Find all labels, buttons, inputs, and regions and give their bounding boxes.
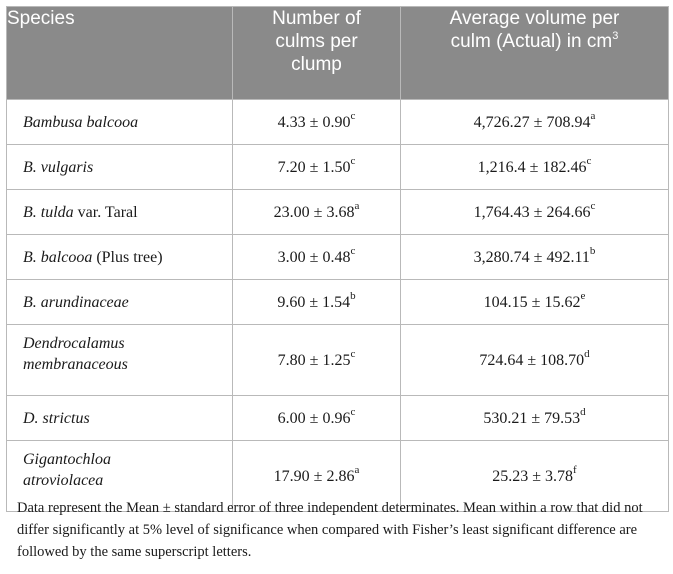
species-cell: Dendrocalamus membranaceous: [7, 325, 233, 396]
table-row: [7, 325, 669, 396]
species-cell: B. tulda var. Taral: [7, 190, 233, 235]
table-row: [7, 396, 669, 441]
volume-cell: 1,764.43 ± 264.66$^c$: [401, 190, 669, 235]
table-row: [7, 190, 669, 235]
table-row: [7, 100, 669, 145]
culms-cell: 7.20 ± 1.50$^c$: [233, 145, 401, 190]
culms-cell: 9.60 ± 1.54$^b$: [233, 280, 401, 325]
table-footnote: Data represent the Mean ± standard error of three independent determinates. Mean within a row that did not differ significantly at 5% level of significance when compared with Fisher’s least significant difference are followed by the same superscript letters.: [17, 500, 643, 560]
volume-cell: 25.23 ± 3.78$^f$: [401, 441, 669, 512]
volume-cell: 4,726.27 ± 708.94$^a$: [401, 100, 669, 145]
culms-cell: 3.00 ± 0.48$^c$: [233, 235, 401, 280]
volume-cell: 3,280.74 ± 492.11$^b$: [401, 235, 669, 280]
culms-cell: 4.33 ± 0.90$^c$: [233, 100, 401, 145]
header-species: Species: [7, 7, 233, 100]
table-row: [7, 235, 669, 280]
table-row: [7, 280, 669, 325]
species-cell: B. arundinaceae: [7, 280, 233, 325]
table-row: [7, 145, 669, 190]
species-cell: Gigantochloa atroviolacea: [7, 441, 233, 512]
species-cell: D. strictus: [7, 396, 233, 441]
culms-cell: 6.00 ± 0.96$^c$: [233, 396, 401, 441]
volume-cell: 104.15 ± 15.62$^e$: [401, 280, 669, 325]
species-culm-table: [6, 6, 669, 512]
species-cell: Bambusa balcooa: [7, 100, 233, 145]
header-culms-per-clump: Number of culms per clump: [233, 7, 401, 100]
culms-cell: 23.00 ± 3.68$^a$: [233, 190, 401, 235]
header-row: [7, 7, 669, 100]
culms-cell: 17.90 ± 2.86$^a$: [233, 441, 401, 512]
volume-cell: 724.64 ± 108.70$^d$: [401, 325, 669, 396]
species-cell: B. vulgaris: [7, 145, 233, 190]
header-average-volume: Average volume per culm (Actual) in $cm^3$: [401, 7, 669, 100]
volume-cell: 1,216.4 ± 182.46$^c$: [401, 145, 669, 190]
species-cell: B. balcooa (Plus tree): [7, 235, 233, 280]
volume-cell: 530.21 ± 79.53$^d$: [401, 396, 669, 441]
culms-cell: 7.80 ± 1.25$^c$: [233, 325, 401, 396]
